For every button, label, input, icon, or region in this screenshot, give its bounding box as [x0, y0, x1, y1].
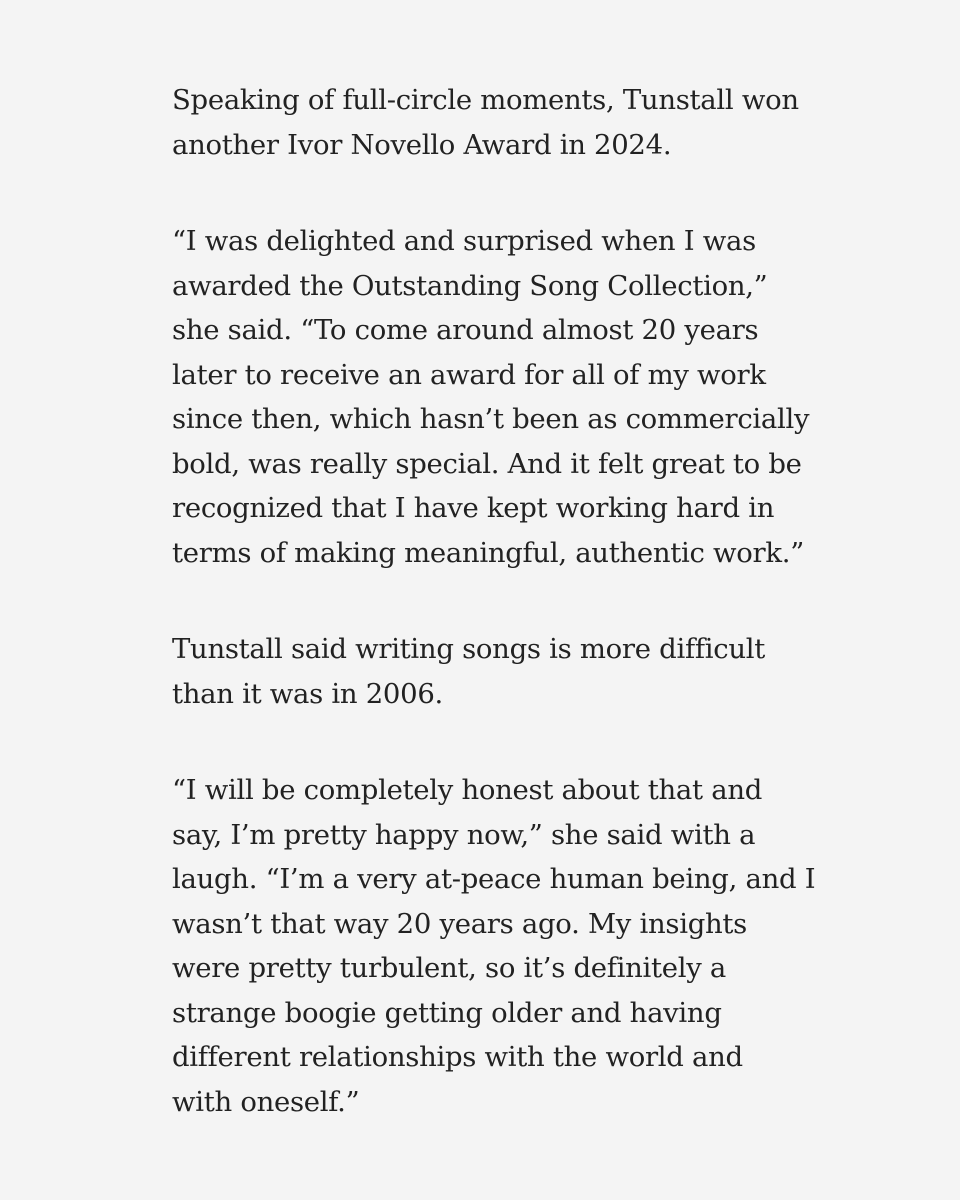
- text-line: Speaking of full-circle moments, Tunstall won: [172, 84, 799, 116]
- text-line: terms of making meaningful, authentic work.”: [172, 536, 804, 569]
- text-line: recognized that I have kept working hard in: [172, 492, 775, 524]
- paragraph-honest-quote: [172, 768, 816, 1124]
- text-line: different relationships with the world and: [172, 1041, 743, 1073]
- text-line: “I will be completely honest about that and: [172, 774, 763, 806]
- text-line: bold, was really special. And it felt great to be: [172, 447, 802, 480]
- paragraph-songwriting: [172, 627, 812, 716]
- text-line: laugh. “I’m a very at-peace human being, and I: [172, 863, 816, 895]
- text-line: Tunstall said writing songs is more difficult: [172, 633, 765, 665]
- text-line: with oneself.”: [172, 1085, 360, 1118]
- text-line: than it was in 2006.: [172, 677, 443, 710]
- text-line: later to receive an award for all of my work: [172, 358, 766, 391]
- text-line: since then, which hasn’t been as commercially: [172, 403, 810, 435]
- paragraph-ivor-novello-award: [172, 78, 812, 167]
- text-line: she said. “To come around almost 20 years: [172, 314, 759, 346]
- text-line: say, I’m pretty happy now,” she said with a: [172, 818, 756, 851]
- article-body: [172, 78, 816, 1124]
- text-line: strange boogie getting older and having: [172, 996, 722, 1029]
- text-line: another Ivor Novello Award in 2024.: [172, 128, 672, 161]
- paragraph-award-quote: [172, 219, 812, 575]
- text-line: wasn’t that way 20 years ago. My insights: [172, 907, 747, 940]
- text-line: “I was delighted and surprised when I was: [172, 225, 756, 257]
- text-line: awarded the Outstanding Song Collection,”: [172, 269, 768, 302]
- text-line: were pretty turbulent, so it’s definitely a: [172, 952, 727, 984]
